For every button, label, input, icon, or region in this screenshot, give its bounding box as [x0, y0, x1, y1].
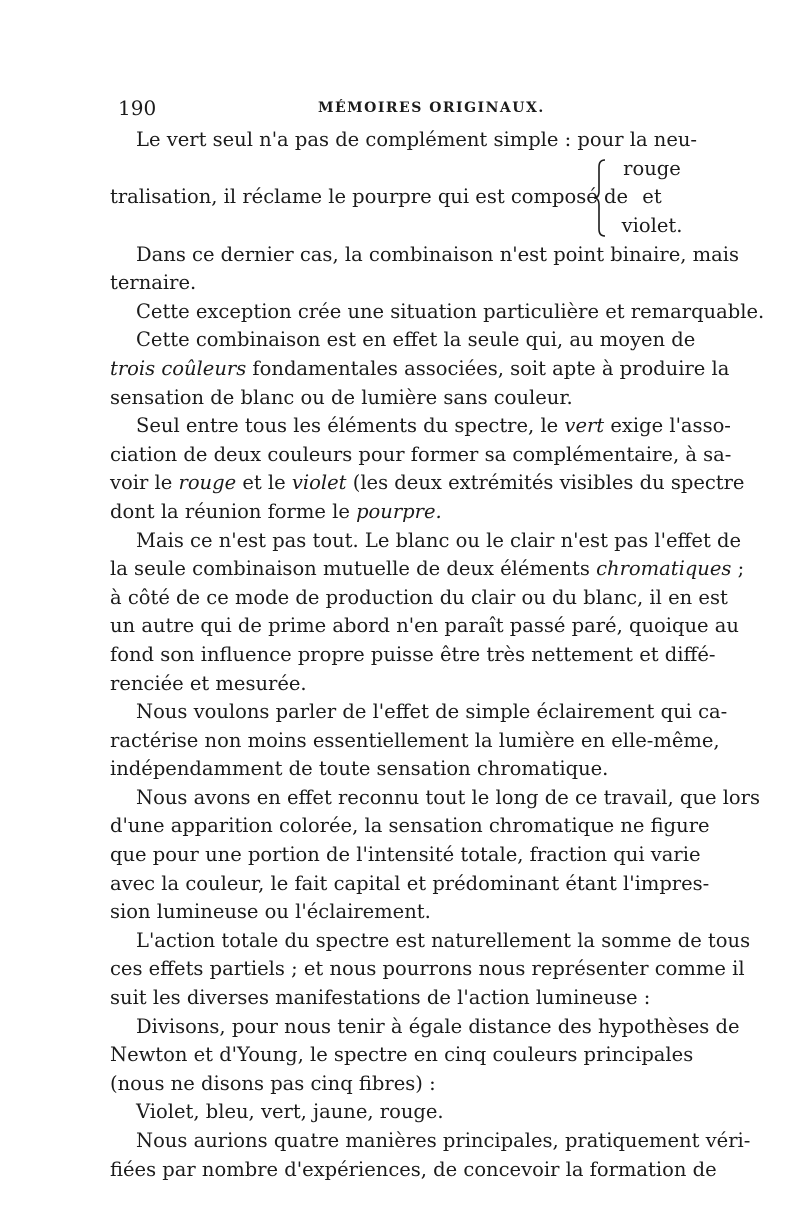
- header-title: MÉMOIRES ORIGINAUX.: [318, 100, 545, 116]
- brace-icon: [593, 159, 607, 237]
- body-text: [110, 126, 765, 1184]
- italic-text: rouge: [178, 471, 237, 495]
- paragraph-line: un autre qui de prime abord n'en paraît passé paré, quoique au: [110, 614, 739, 638]
- page-number: 190: [118, 96, 157, 120]
- paragraph-line: suit les diverses manifestations de l'action lumineuse :: [110, 986, 651, 1010]
- paragraph-line: Newton et d'Young, le spectre en cinq couleurs principales: [110, 1043, 694, 1067]
- paragraph-line: [110, 355, 730, 384]
- paragraph-line: renciée et mesurée.: [110, 671, 307, 695]
- paragraph-line: Mais ce n'est pas tout. Le blanc ou le clair n'est pas l'effet de: [136, 528, 742, 552]
- paragraph-line: ternaire.: [110, 271, 197, 295]
- paragraph-line: sensation de blanc ou de lumière sans couleur.: [110, 385, 573, 409]
- paragraph-line: [110, 555, 745, 584]
- italic-text: violet: [291, 471, 347, 495]
- paragraph-line: L'action totale du spectre est naturellement la somme de tous: [136, 928, 751, 952]
- text-run: fondamentales associées, soit apte à produire la: [246, 356, 730, 380]
- paragraph-line: tralisation, il réclame le pourpre qui est composé de: [110, 184, 629, 208]
- paragraph-line: ces effets partiels ; et nous pourrons nous représenter comme il: [110, 957, 745, 981]
- text-run: la seule combinaison mutuelle de deux éléments: [110, 557, 597, 581]
- paragraph-line: Violet, bleu, vert, jaune, rouge.: [136, 1100, 444, 1124]
- text-run: (les deux extrémités visibles du spectre: [346, 471, 745, 495]
- text-run: ;: [731, 557, 745, 581]
- paragraph-line: d'une apparition colorée, la sensation chromatique ne figure: [110, 814, 710, 838]
- paragraph-line: Divisons, pour nous tenir à égale distance des hypothèses de: [136, 1014, 740, 1038]
- brace-items: [612, 155, 692, 241]
- brace-item: rouge: [623, 156, 681, 180]
- paragraph-line: Nous avons en effet reconnu tout le long de ce travail, que lors: [136, 785, 760, 809]
- paragraph-line: que pour une portion de l'intensité totale, fraction qui varie: [110, 843, 701, 867]
- paragraph-line: [110, 412, 731, 441]
- paragraph-line: Nous voulons parler de l'effet de simple éclairement qui ca-: [136, 700, 728, 724]
- paragraph-line: (nous ne disons pas cinq fibres) :: [110, 1071, 436, 1095]
- paragraph-line: Cette exception crée une situation particulière et remarquable.: [136, 299, 765, 323]
- paragraph-line: avec la couleur, le fait capital et prédominant étant l'impres-: [110, 871, 710, 895]
- brace-block: [110, 155, 690, 241]
- running-head: [110, 94, 690, 126]
- text-run: et le: [236, 471, 292, 495]
- italic-text: vert: [564, 414, 605, 438]
- paragraph-line: Le vert seul n'a pas de complément simple : pour la neu-: [136, 128, 698, 151]
- italic-text: pourpre.: [356, 499, 442, 523]
- italic-text: trois coûleurs: [110, 356, 247, 380]
- text-run: exige l'asso-: [604, 414, 731, 438]
- italic-text: chromatiques: [596, 557, 732, 581]
- paragraph-line: ciation de deux couleurs pour former sa complémentaire, à sa-: [110, 442, 732, 466]
- paragraph-line: fond son influence propre puisse être très nettement et diffé-: [110, 642, 716, 666]
- paragraph-line: ractérise non moins essentiellement la lumière en elle-même,: [110, 728, 720, 752]
- paragraph-line: [110, 498, 690, 527]
- paragraph-line: Dans ce dernier cas, la combinaison n'est point binaire, mais: [136, 242, 740, 266]
- paragraph-line: fiées par nombre d'expériences, de concevoir la formation de: [110, 1157, 717, 1181]
- page: [110, 94, 765, 1184]
- text-run: dont la réunion forme le: [110, 499, 357, 523]
- text-run: Seul entre tous les éléments du spectre, le: [136, 414, 565, 438]
- paragraph-line: à côté de ce mode de production du clair ou du blanc, il en est: [110, 585, 728, 609]
- brace-item: violet.: [621, 213, 683, 237]
- brace-item: et: [642, 185, 662, 209]
- paragraph-line: Cette combinaison est en effet la seule qui, au moyen de: [136, 328, 696, 352]
- paragraph-line: indépendamment de toute sensation chromatique.: [110, 757, 609, 781]
- paragraph-line: [110, 469, 745, 498]
- text-run: voir le: [110, 471, 179, 495]
- paragraph-line: Nous aurions quatre manières principales, pratiquement véri-: [136, 1129, 751, 1152]
- paragraph-line: sion lumineuse ou l'éclairement.: [110, 900, 431, 924]
